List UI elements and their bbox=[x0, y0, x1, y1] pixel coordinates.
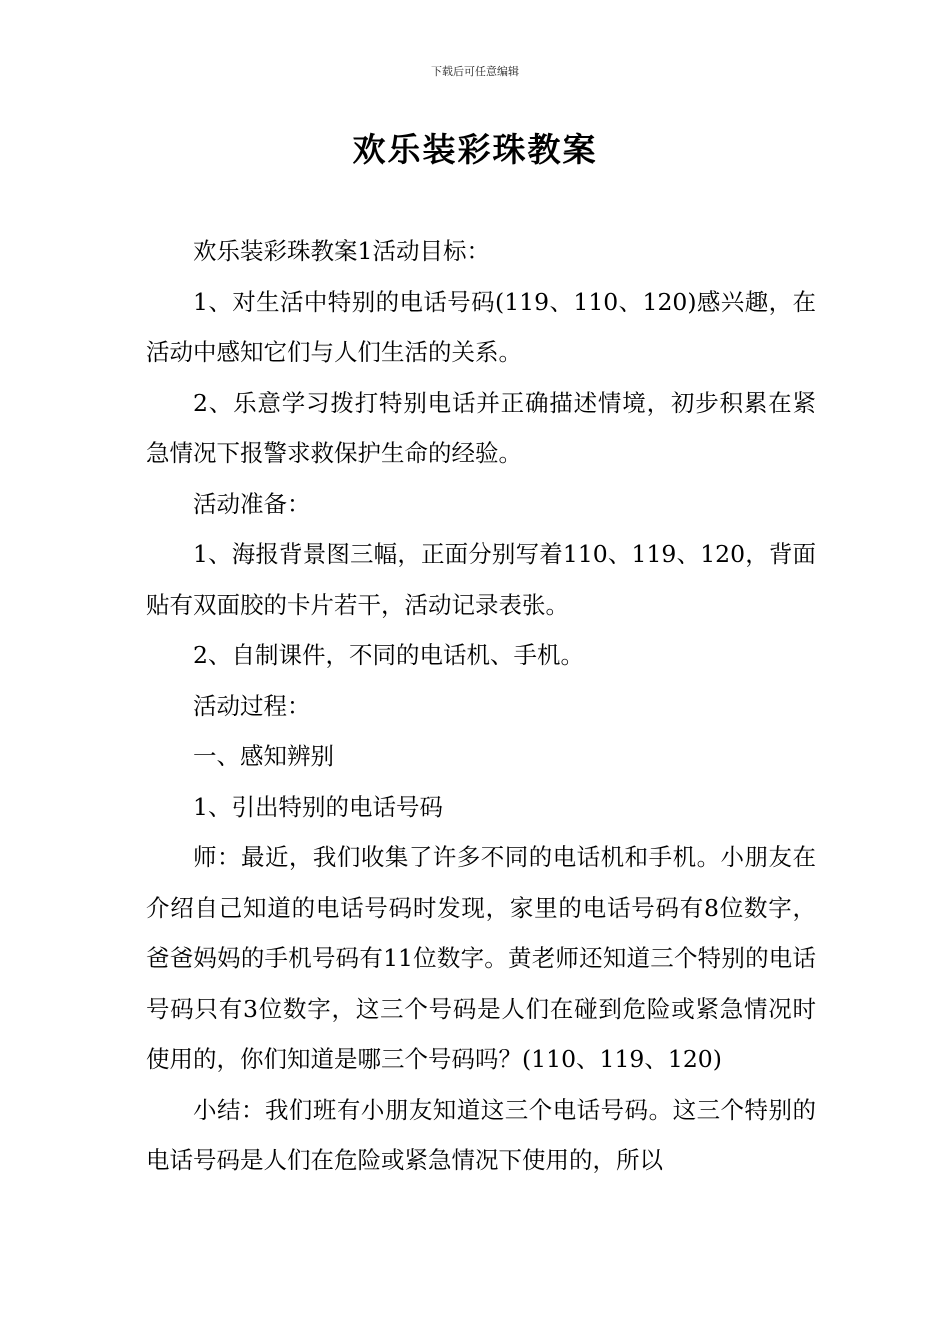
paragraph-process-heading: 活动过程： bbox=[193, 691, 311, 720]
paragraph-step-1-heading: 1、引出特别的电话号码 bbox=[193, 792, 443, 821]
paragraph-preparation-1: 1、海报背景图三幅，正面分别写着110、119、120，背面贴有双面胶的卡片若干，活动记录表张。 bbox=[146, 540, 816, 619]
document-title: 欢乐装彩珠教案 bbox=[352, 130, 598, 169]
paragraph-objective-1: 1、对生活中特别的电话号码(119、110、120)感兴趣，在活动中感知它们与人们生活的关系。 bbox=[146, 287, 816, 366]
paragraph-objective-2: 2、乐意学习拨打特别电话并正确描述情境，初步积累在紧急情况下报警求救保护生命的经验。 bbox=[146, 388, 816, 467]
paragraph-preparation-heading: 活动准备： bbox=[193, 489, 311, 518]
paragraph-teacher-intro: 师：最近，我们收集了许多不同的电话机和手机。小朋友在介绍自己知道的电话号码时发现，家里的电话号码有8位数字，爸爸妈妈的手机号码有11位数字。黄老师还知道三个特别的电话号码只有3位数字，这三个号码是人们在碰到危险或紧急情况时使用的，你们知道是哪三个号码吗？(110、119、120) bbox=[146, 843, 816, 1073]
header-note: 下载后可任意编辑 bbox=[431, 65, 519, 78]
paragraph-objectives-heading: 欢乐装彩珠教案1活动目标： bbox=[193, 237, 490, 265]
paragraph-preparation-2: 2、自制课件，不同的电话机、手机。 bbox=[193, 641, 584, 669]
paragraph-section-1-heading: 一、感知辨别 bbox=[193, 742, 334, 770]
document-body bbox=[146, 226, 816, 1186]
paragraph-summary: 小结：我们班有小朋友知道这三个电话号码。这三个特别的电话号码是人们在危险或紧急情况下使用的，所以 bbox=[146, 1095, 816, 1174]
